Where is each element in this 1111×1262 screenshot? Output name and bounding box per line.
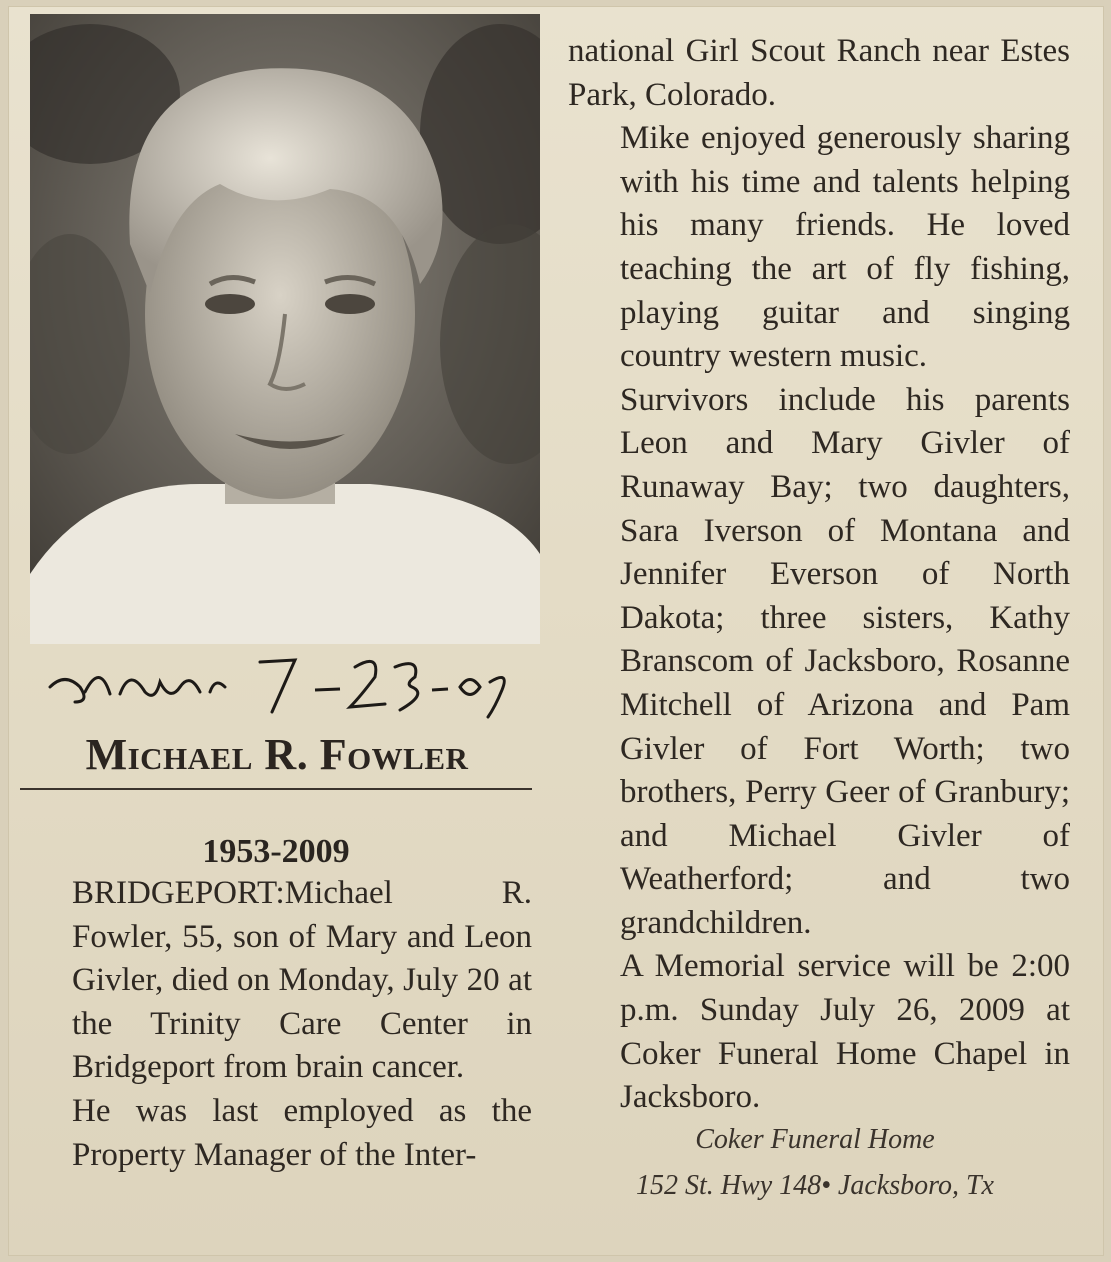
funeral-home-name: Coker Funeral Home — [695, 1124, 935, 1155]
paragraph-death-notice: BRIDGEPORT:Michael R. Fowler, 55, son of Mary and Leon Givler, died on Monday, July 20 at the Trinity Care Center in Bridgeport from brain cancer. — [72, 875, 532, 1086]
paragraph-employment-continued: national Girl Scout Ranch near Estes Park, Colorado. — [568, 33, 1070, 113]
paragraph-hobbies: Mike enjoyed generously sharing with his time and talents helping his many friends. He loved teaching the art of fly fishing, playing guitar and singing country western music. — [620, 120, 1070, 375]
name-divider — [20, 788, 532, 790]
paragraph-employment: He was last employed as the Property Manager of the Inter- — [72, 1092, 532, 1173]
funeral-home-address: 152 St. Hwy 148• Jacksboro, Tx — [636, 1170, 994, 1201]
left-column-text — [20, 872, 532, 1177]
paragraph-survivors: Survivors include his parents Leon and Mary Givler of Runaway Bay; two daughters, Sara Iverson of Montana and Jennifer Everson of North Dakota; three sisters, Kathy Branscom of Jacksboro, Rosanne Mitchell of Arizona and Pam Givler of Fort Worth; two brothers, Perry Geer of Granbury; and Michael Givler of Weatherford; and two grandchildren. — [620, 381, 1070, 941]
deceased-name: Michael R. Fowler — [85, 730, 469, 779]
right-column-text — [568, 30, 1070, 1120]
life-years: 1953-2009 — [202, 833, 350, 870]
handwritten-index-note — [40, 632, 520, 722]
portrait-photo — [30, 14, 540, 644]
paragraph-memorial-service: A Memorial service will be 2:00 p.m. Sunday July 26, 2009 at Coker Funeral Home Chapel in Jacksboro. — [620, 948, 1070, 1116]
